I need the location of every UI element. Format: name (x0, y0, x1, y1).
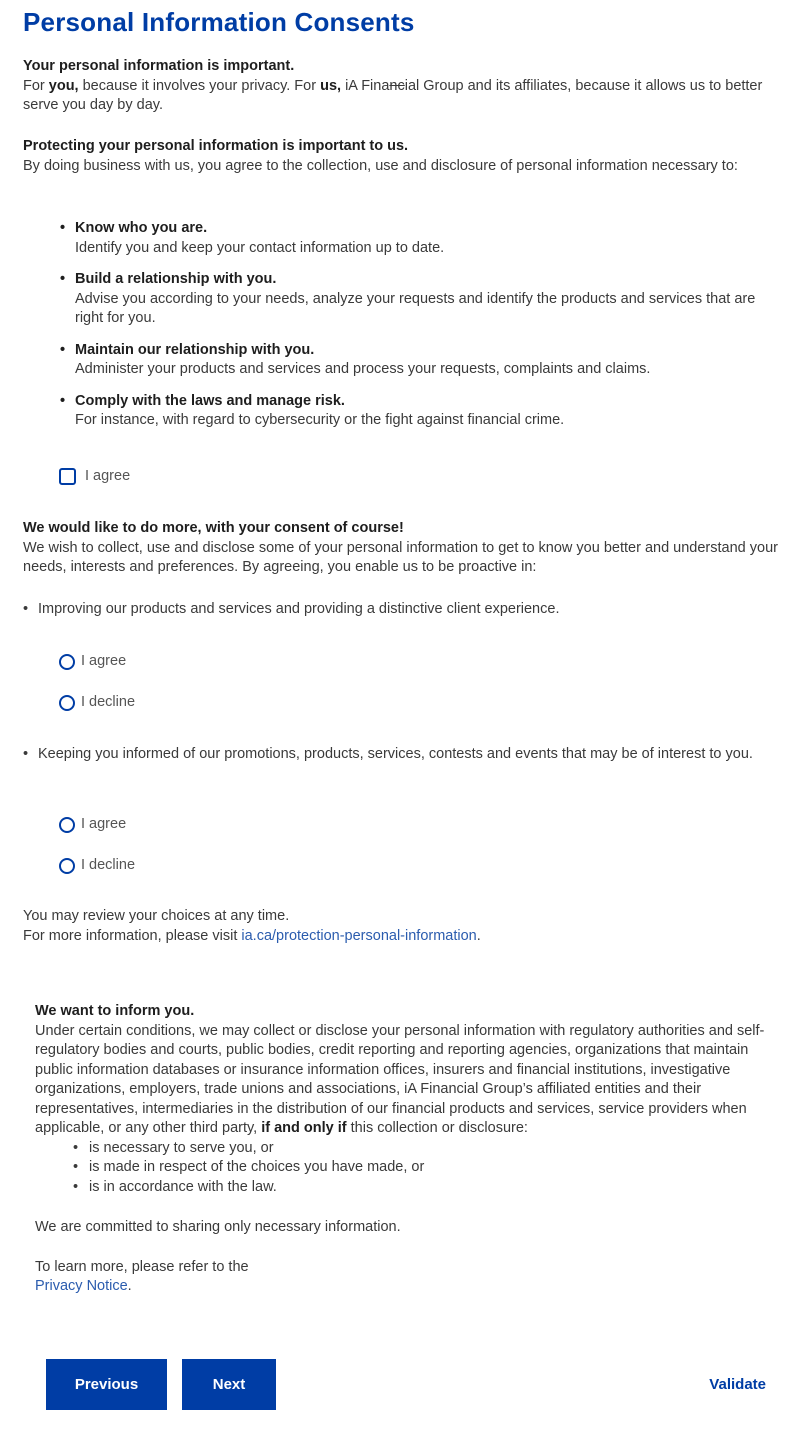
consent-item-improving: • Improving our products and services and providing a distinctive client experience. (23, 601, 560, 617)
previous-button[interactable]: Previous (46, 1359, 167, 1410)
more-section (23, 519, 783, 578)
promotions-decline-radio-row[interactable]: I decline (59, 856, 135, 876)
improving-decline-radio-row[interactable]: I decline (59, 693, 135, 713)
purpose-item: • Know who you are. Identify you and keep your contact information up to date. (60, 220, 445, 256)
condition-item: • is made in respect of the choices you have made, or (73, 1159, 425, 1175)
purpose-item: • Maintain our relationship with you. Administer your products and services and process your requests, complaints and claims. (60, 341, 651, 377)
learn-more-text: To learn more, please refer to the (35, 1258, 249, 1275)
purposes-list (60, 219, 770, 431)
condition-item: • is necessary to serve you, or (73, 1139, 274, 1156)
protecting-text: By doing business with us, you agree to the collection, use and disclosure of personal information necessary to: (23, 157, 738, 174)
more-heading: We would like to do more, with your consent of course! (23, 520, 404, 536)
inform-heading: We want to inform you. (35, 1003, 195, 1019)
agree-checkbox[interactable] (59, 468, 76, 485)
agree-checkbox-label: I agree (85, 468, 131, 484)
inform-text: Under certain conditions, we may collect or disclose your personal information with regulatory authorities and self-regulatory bodies and courts, public bodies, credit reporting and reporting agencies, organizations that maintain public information databases or insurance information offices, insurers and financial institutions, investigative organizations, employers, trade unions and associations, iA Financial Group’s affiliated entities and their representatives, intermediaries in the distribution of our financial products and services, service providers when applicable, or any other third party, if and only if this collection or disclosure: (35, 1022, 765, 1136)
improving-agree-radio[interactable] (59, 654, 75, 670)
improving-decline-radio[interactable] (59, 695, 75, 711)
review-line2: For more information, please visit ia.ca/protection-personal-information. (23, 927, 481, 944)
promotions-decline-radio[interactable] (59, 858, 75, 874)
improving-agree-radio-row[interactable]: I agree (59, 652, 126, 672)
agree-checkbox-row[interactable] (59, 467, 130, 487)
promotions-agree-radio[interactable] (59, 817, 75, 833)
intro-heading: Your personal information is important. (23, 58, 295, 74)
page-title: Personal Information Consents (23, 7, 415, 37)
protecting-heading: Protecting your personal information is important to us. (23, 138, 409, 154)
committed-text: We are committed to sharing only necessary information. (35, 1219, 401, 1235)
purpose-item: • Build a relationship with you. Advise you according to your needs, analyze your requests and identify the products and services that are right for you. (60, 271, 756, 326)
consent-item-promotions: • Keeping you informed of our promotions, products, services, contests and events that may be of interest to you. (23, 746, 753, 762)
privacy-line: Privacy Notice. (35, 1278, 132, 1294)
inform-conditions (35, 1139, 780, 1198)
privacy-notice-link[interactable]: Privacy Notice (35, 1278, 128, 1294)
intro-text: For you, because it involves your privacy. For us, iA Financial Group and its affiliates, because it allows us to better serve you day by day. (23, 77, 763, 113)
more-text: We wish to collect, use and disclose some of your personal information to get to know you better and understand your needs, interests and preferences. By agreeing, you enable us to be proactive in: (23, 539, 778, 575)
condition-item: • is in accordance with the law. (73, 1178, 277, 1195)
intro-section (23, 57, 783, 116)
protection-link[interactable]: ia.ca/protection-personal-information (241, 927, 477, 944)
review-section (23, 907, 783, 946)
promotions-agree-radio-row[interactable]: I agree (59, 815, 126, 835)
purpose-item: • Comply with the laws and manage risk. For instance, with regard to cybersecurity or the fight against financial crime. (60, 392, 565, 428)
next-button[interactable]: Next (182, 1359, 276, 1410)
inform-section (35, 1002, 780, 1297)
protecting-section (23, 137, 783, 176)
review-line1: You may review your choices at any time. (23, 908, 290, 924)
validate-link[interactable]: Validate (709, 1376, 766, 1393)
